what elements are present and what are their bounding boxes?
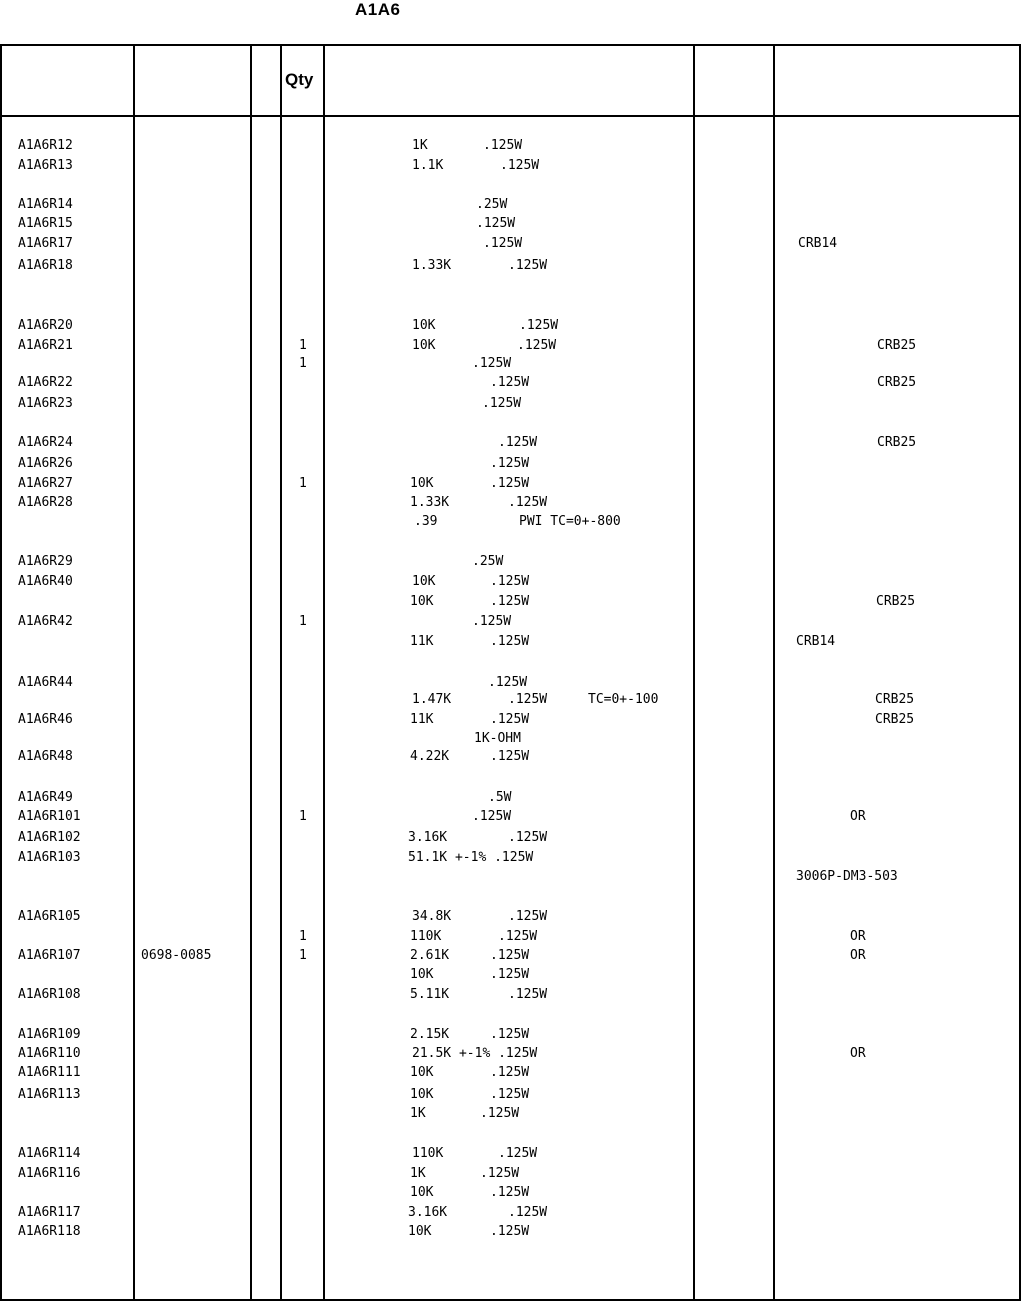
description-text: 1K: [410, 1166, 426, 1181]
column-divider: [250, 44, 252, 1301]
description-text: .125W: [472, 809, 512, 824]
reference-designator: A1A6R114: [18, 1146, 81, 1161]
mfr-part-number: 3006P-DM3-503: [796, 869, 898, 884]
description-text: .125W: [519, 318, 559, 333]
description-text: .125W: [490, 594, 530, 609]
column-divider: [773, 44, 775, 1301]
reference-designator: A1A6R108: [18, 987, 81, 1002]
quantity: 1: [299, 338, 307, 353]
description-text: .5W: [488, 790, 512, 805]
description-text: .125W: [500, 158, 540, 173]
description-text: 1K: [412, 138, 428, 153]
column-divider: [323, 44, 325, 1301]
mfr-part-number: CRB25: [877, 435, 917, 450]
reference-designator: A1A6R116: [18, 1166, 81, 1181]
reference-designator: A1A6R42: [18, 614, 73, 629]
description-text: 10K: [410, 1087, 434, 1102]
reference-designator: A1A6R13: [18, 158, 73, 173]
description-text: .125W: [490, 1027, 530, 1042]
description-text: 10K: [410, 1065, 434, 1080]
description-text: 1K-OHM: [474, 731, 521, 746]
description-text: .125W: [498, 929, 538, 944]
description-text: 2.61K: [410, 948, 450, 963]
mfr-part-number: CRB25: [875, 712, 915, 727]
reference-designator: A1A6R29: [18, 554, 73, 569]
reference-designator: A1A6R101: [18, 809, 81, 824]
column-divider: [133, 44, 135, 1301]
mfr-part-number: CRB14: [796, 634, 836, 649]
description-text: .25W: [472, 554, 504, 569]
column-divider: [280, 44, 282, 1301]
reference-designator: A1A6R117: [18, 1205, 81, 1220]
description-text: 10K: [410, 476, 434, 491]
description-text: .125W: [480, 1166, 520, 1181]
reference-designator: A1A6R102: [18, 830, 81, 845]
reference-designator: A1A6R44: [18, 675, 73, 690]
description-text: 11K: [410, 634, 434, 649]
description-text: .125W: [490, 967, 530, 982]
description-text: .125W: [498, 1146, 538, 1161]
description-text: .125W: [508, 495, 548, 510]
description-text: 110K: [412, 1146, 444, 1161]
description-text: .125W: [482, 396, 522, 411]
page-title: A1A6: [355, 0, 401, 19]
reference-designator: A1A6R23: [18, 396, 73, 411]
reference-designator: A1A6R12: [18, 138, 73, 153]
reference-designator: A1A6R26: [18, 456, 73, 471]
description-text: .125W: [476, 216, 516, 231]
description-text: .125W: [480, 1106, 520, 1121]
mfr-part-number: OR: [850, 809, 866, 824]
reference-designator: A1A6R27: [18, 476, 73, 491]
mfr-part-number: CRB25: [877, 375, 917, 390]
description-text: .125W: [508, 258, 548, 273]
description-text: .125W: [490, 1087, 530, 1102]
description-text: .125W: [490, 574, 530, 589]
description-text: 1K: [410, 1106, 426, 1121]
reference-designator: A1A6R103: [18, 850, 81, 865]
mfr-part-number: CRB14: [798, 236, 838, 251]
reference-designator: A1A6R105: [18, 909, 81, 924]
description-text: .125W: [490, 712, 530, 727]
reference-designator: A1A6R15: [18, 216, 73, 231]
quantity: 1: [299, 356, 307, 371]
description-text: TC=0+-100: [588, 692, 659, 707]
qty-column-header: Qty: [285, 70, 314, 89]
description-text: PWI TC=0+-800: [519, 514, 621, 529]
description-text: .125W: [508, 830, 548, 845]
description-text: .125W: [517, 338, 557, 353]
reference-designator: A1A6R18: [18, 258, 73, 273]
description-text: .125W: [490, 634, 530, 649]
quantity: 1: [299, 929, 307, 944]
description-text: .125W: [490, 1224, 530, 1239]
header-divider: [0, 115, 1021, 117]
description-text: .125W: [490, 948, 530, 963]
description-text: 10K: [412, 338, 436, 353]
description-text: .125W: [490, 456, 530, 471]
description-text: 10K: [412, 574, 436, 589]
description-text: .125W: [472, 356, 512, 371]
description-text: 1.1K: [412, 158, 444, 173]
reference-designator: A1A6R107: [18, 948, 81, 963]
mfr-part-number: CRB25: [875, 692, 915, 707]
quantity: 1: [299, 476, 307, 491]
reference-designator: A1A6R24: [18, 435, 73, 450]
description-text: 1.47K: [412, 692, 452, 707]
reference-designator: A1A6R113: [18, 1087, 81, 1102]
description-text: .125W: [490, 749, 530, 764]
mfr-part-number: OR: [850, 929, 866, 944]
mfr-part-number: OR: [850, 948, 866, 963]
description-text: 1.33K: [410, 495, 450, 510]
description-text: 34.8K: [412, 909, 452, 924]
description-text: 3.16K: [408, 1205, 448, 1220]
reference-designator: A1A6R118: [18, 1224, 81, 1239]
description-text: .125W: [490, 476, 530, 491]
description-text: 10K: [412, 318, 436, 333]
description-text: 10K: [408, 1224, 432, 1239]
description-text: .125W: [472, 614, 512, 629]
reference-designator: A1A6R49: [18, 790, 73, 805]
reference-designator: A1A6R110: [18, 1046, 81, 1061]
description-text: .125W: [508, 1205, 548, 1220]
description-text: 110K: [410, 929, 442, 944]
description-text: .125W: [488, 675, 528, 690]
description-text: .125W: [508, 987, 548, 1002]
description-text: 3.16K: [408, 830, 448, 845]
reference-designator: A1A6R111: [18, 1065, 81, 1080]
quantity: 1: [299, 948, 307, 963]
description-text: 4.22K: [410, 749, 450, 764]
description-text: .125W: [483, 236, 523, 251]
description-text: 21.5K +-1% .125W: [412, 1046, 538, 1061]
description-text: .125W: [498, 435, 538, 450]
mfr-part-number: OR: [850, 1046, 866, 1061]
description-text: .125W: [490, 1185, 530, 1200]
reference-designator: A1A6R14: [18, 197, 73, 212]
mfr-part-number: CRB25: [877, 338, 917, 353]
description-text: 51.1K +-1% .125W: [408, 850, 534, 865]
reference-designator: A1A6R28: [18, 495, 73, 510]
description-text: .125W: [483, 138, 523, 153]
quantity: 1: [299, 809, 307, 824]
description-text: .39: [414, 514, 438, 529]
description-text: 10K: [410, 1185, 434, 1200]
part-number: 0698-0085: [141, 948, 212, 963]
description-text: 10K: [410, 594, 434, 609]
reference-designator: A1A6R22: [18, 375, 73, 390]
reference-designator: A1A6R48: [18, 749, 73, 764]
description-text: 10K: [410, 967, 434, 982]
description-text: 2.15K: [410, 1027, 450, 1042]
reference-designator: A1A6R20: [18, 318, 73, 333]
description-text: .25W: [476, 197, 508, 212]
reference-designator: A1A6R109: [18, 1027, 81, 1042]
description-text: .125W: [508, 692, 548, 707]
description-text: .125W: [490, 375, 530, 390]
description-text: 1.33K: [412, 258, 452, 273]
description-text: 11K: [410, 712, 434, 727]
description-text: .125W: [508, 909, 548, 924]
reference-designator: A1A6R46: [18, 712, 73, 727]
column-divider: [693, 44, 695, 1301]
description-text: 5.11K: [410, 987, 450, 1002]
mfr-part-number: CRB25: [876, 594, 916, 609]
reference-designator: A1A6R40: [18, 574, 73, 589]
reference-designator: A1A6R21: [18, 338, 73, 353]
quantity: 1: [299, 614, 307, 629]
reference-designator: A1A6R17: [18, 236, 73, 251]
description-text: .125W: [490, 1065, 530, 1080]
